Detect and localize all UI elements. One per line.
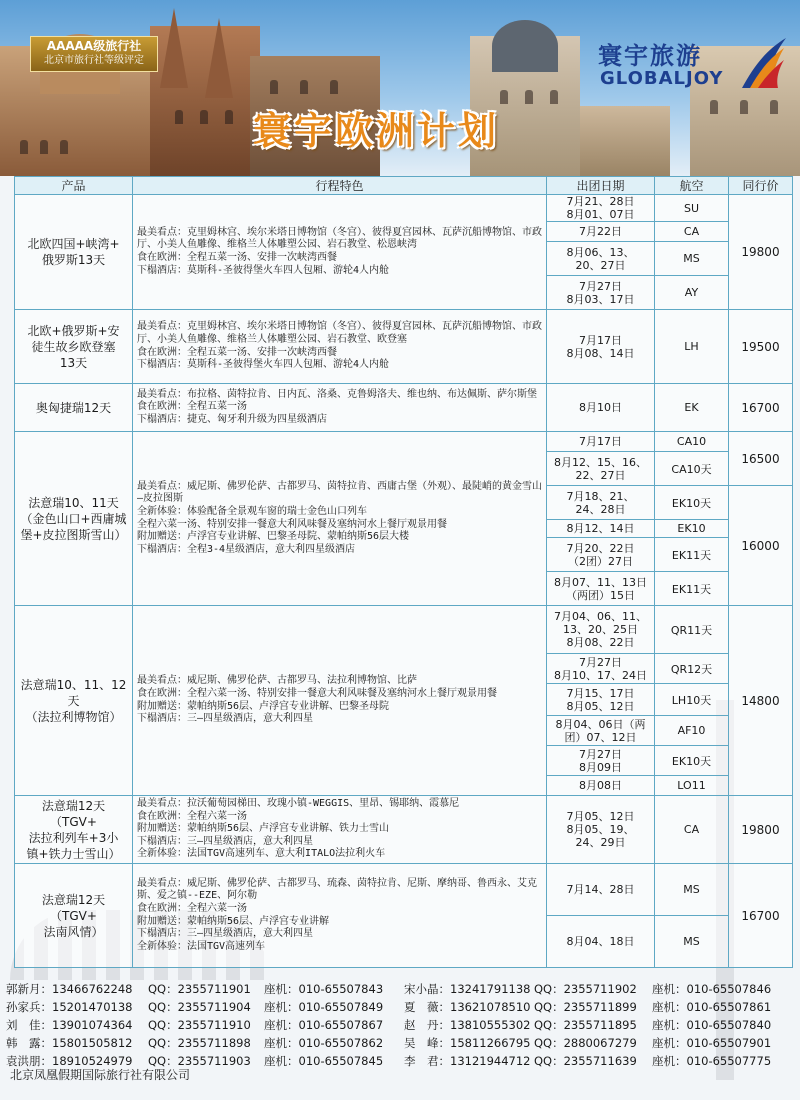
feature-line: 下榻酒店：三—四星级酒店，意大利四星 — [137, 835, 314, 847]
product-name-line: 徒生故乡欧登塞 — [31, 339, 116, 354]
product-name-line: （金色山口+西庸城 — [20, 511, 127, 526]
departure-dates — [547, 486, 655, 520]
airline-code: CA — [655, 796, 729, 864]
airline-code: SU — [655, 195, 729, 222]
contact-row — [6, 1016, 796, 1034]
peer-price: 19800 — [729, 796, 793, 864]
itinerary-features — [133, 310, 547, 384]
itinerary-table — [14, 176, 793, 968]
departure-dates — [547, 606, 655, 654]
feature-line: 全新体验：法国TGV高速列车、意大利ITALO法拉利火车 — [137, 848, 386, 860]
departure-dates — [547, 776, 655, 796]
feature-line: 食在欧洲：全程六菜一汤 — [137, 902, 247, 914]
product-name-line: 北欧四国+峡湾+ — [27, 237, 120, 251]
product-name — [15, 796, 133, 864]
contact-qq: QQ：2880067279 — [534, 1036, 637, 1050]
itinerary-features — [133, 384, 547, 432]
feature-line: 最美看点：威尼斯、佛罗伦萨、古都罗马、琉森、茵特拉肯、尼斯、摩纳哥、鲁西永、艾克斯、爱之镇--EZE、阿尔勒 — [137, 877, 537, 902]
date-line: 8月04、18日 — [566, 935, 635, 948]
date-line: 7月22日 — [579, 225, 622, 238]
date-line: 24、29日 — [575, 836, 626, 849]
contact-tel: 座机：010-65507843 — [264, 982, 384, 996]
airline-code: LO11 — [655, 776, 729, 796]
departure-dates — [547, 432, 655, 452]
column-header: 产品 — [15, 177, 133, 195]
peer-price: 16700 — [729, 864, 793, 968]
feature-line: 食在欧洲：全程六菜一汤、特别安排一餐意大利风味餐及塞纳河水上餐厅观景用餐 — [137, 687, 497, 699]
feature-line: 下榻酒店：全程3-4星级酒店，意大利四星级酒店 — [137, 543, 356, 555]
airline-code: AF10 — [655, 716, 729, 746]
contact-tel: 座机：010-65507862 — [264, 1036, 384, 1050]
column-header: 同行价 — [729, 177, 793, 195]
date-line: 8月12、14日 — [566, 522, 635, 535]
badge-line-1: AAAAA级旅行社 — [46, 39, 142, 53]
product-name-line: 镇+铁力士雪山） — [26, 846, 121, 861]
agency-rating-badge — [30, 36, 158, 72]
date-line: 团）07、12日 — [564, 730, 637, 744]
date-line: 7月20、22日 — [566, 541, 635, 555]
feature-line: 下榻酒店：三—四星级酒店，意大利四星 — [137, 928, 314, 940]
date-line: 8月05、12日 — [566, 699, 635, 713]
date-line: 24、28日 — [575, 502, 626, 516]
date-line: 7月27日 — [579, 747, 622, 761]
feature-line: 全新体验：法国TGV高速列车 — [137, 940, 266, 952]
airline-code: EK10天 — [655, 746, 729, 776]
contact-list — [6, 980, 796, 1070]
page-title: 寰宇欧洲计划 — [252, 109, 499, 153]
contact-tel: 座机：010-65507901 — [652, 1036, 772, 1050]
departure-dates — [547, 538, 655, 572]
contact-name: 吴 峰：15811266795 — [404, 1036, 531, 1050]
column-header: 航空 — [655, 177, 729, 195]
feature-line: 全新体验：体验配备全景观车窗的瑞士金色山口列车 — [137, 505, 367, 517]
feature-line: 食在欧洲：全程五菜一汤 — [137, 401, 247, 413]
date-line: 8月03、17日 — [566, 292, 635, 306]
date-line: 8月08、14日 — [566, 346, 635, 360]
contact-tel: 座机：010-65507840 — [652, 1018, 772, 1032]
contact-tel: 座机：010-65507775 — [652, 1054, 772, 1068]
product-name-line: 奥匈捷瑞12天 — [35, 400, 112, 415]
product-name — [15, 195, 133, 310]
date-line: 8月10、17、24日 — [554, 668, 647, 682]
itinerary-features — [133, 195, 547, 310]
contact-name: 赵 丹：13810555302 — [404, 1018, 531, 1032]
date-line: 8月09日 — [579, 760, 622, 774]
departure-dates — [547, 520, 655, 538]
contact-tel: 座机：010-65507867 — [264, 1018, 384, 1032]
contact-qq: QQ：2355711898 — [148, 1036, 251, 1050]
peer-price: 19800 — [729, 195, 793, 310]
feature-line: 食在欧洲：全程六菜一汤 — [137, 810, 247, 822]
date-line: 8月04、06日（两 — [555, 717, 646, 731]
itinerary-features — [133, 432, 547, 606]
table-row — [15, 310, 793, 384]
airline-code: QR11天 — [655, 606, 729, 654]
departure-dates — [547, 684, 655, 716]
contact-qq: QQ：2355711910 — [148, 1018, 251, 1032]
table-row — [15, 195, 793, 222]
product-name — [15, 432, 133, 606]
product-name-line: 法意瑞12天（TGV+ — [41, 798, 106, 829]
airline-code: CA10天 — [655, 452, 729, 486]
date-line: 8月06、13、 — [566, 245, 635, 259]
departure-dates — [547, 384, 655, 432]
product-name — [15, 310, 133, 384]
itinerary-features — [133, 864, 547, 968]
airline-code: CA10 — [655, 432, 729, 452]
departure-dates — [547, 222, 655, 242]
date-line: 7月27日 — [579, 655, 622, 669]
contact-name: 李 君：13121944712 — [404, 1054, 531, 1068]
date-line: 7月18、21、 — [566, 489, 635, 503]
peer-price: 16500 — [729, 432, 793, 486]
departure-dates — [547, 746, 655, 776]
product-name — [15, 864, 133, 968]
date-line: 8月07、11、13日 — [554, 575, 647, 589]
feature-line: 最美看点：克里姆林宫、埃尔米塔日博物馆（冬宫）、彼得夏宫园林、瓦萨沉船博物馆、市政厅、小美人鱼雕像、维格兰人体雕塑公园、岩石教堂、欧登塞 — [137, 321, 542, 345]
contact-qq: QQ：2355711895 — [534, 1018, 637, 1032]
airline-code: EK10 — [655, 520, 729, 538]
peer-price: 16700 — [729, 384, 793, 432]
date-line: 7月17日 — [579, 435, 622, 448]
table-row — [15, 432, 793, 452]
feature-line: 附加赠送：蒙帕纳斯56层、卢浮宫专业讲解 — [137, 915, 330, 927]
contact-name: 宋小晶：13241791138 — [404, 982, 531, 996]
departure-dates — [547, 242, 655, 276]
contact-tel: 座机：010-65507849 — [264, 1000, 384, 1014]
product-name-line: 法意瑞10、11天 — [28, 495, 119, 510]
airline-code: MS — [655, 864, 729, 916]
date-line: 22、27日 — [575, 468, 626, 482]
brand-name-cn: 寰宇旅游 — [598, 42, 702, 70]
airline-code: MS — [655, 242, 729, 276]
contact-name: 郭新月：13466762248 — [6, 982, 133, 996]
feature-line: 全程六菜一汤、特别安排一餐意大利风味餐及塞纳河水上餐厅观景用餐 — [137, 518, 447, 530]
departure-dates — [547, 654, 655, 684]
table-row — [15, 606, 793, 654]
departure-dates — [547, 195, 655, 222]
product-name-line: 堡+皮拉图斯雪山） — [20, 527, 127, 542]
date-line: 7月21、28日 — [566, 195, 635, 208]
table-row — [15, 384, 793, 432]
departure-dates — [547, 276, 655, 310]
contact-name: 袁洪朋：18910524979 — [6, 1054, 133, 1068]
feature-line: 最美看点：布拉格、茵特拉肯、日内瓦、洛桑、克鲁姆洛夫、维也纳、布达佩斯、萨尔斯堡 — [137, 388, 537, 400]
date-line: 13、20、25日 — [563, 623, 638, 636]
feature-line: 附加赠送：卢浮宫专业讲解、巴黎圣母院、蒙帕纳斯56层大楼 — [137, 531, 410, 543]
feature-line: 食在欧洲：全程五菜一汤、安排一次峡湾西餐 — [137, 346, 337, 358]
brand-name-en: GLOBALJOY — [600, 68, 724, 89]
feature-line: 下榻酒店：捷克、匈牙利升级为四星级酒店 — [137, 413, 327, 425]
feature-line: 附加赠送：蒙帕纳斯56层、卢浮宫专业讲解、巴黎圣母院 — [137, 700, 390, 712]
contact-qq: QQ：2355711903 — [148, 1054, 251, 1068]
wing-logo-icon — [738, 36, 788, 90]
date-line: 20、27日 — [575, 258, 626, 272]
airline-code: QR12天 — [655, 654, 729, 684]
contact-name: 夏 薇：13621078510 — [404, 1000, 531, 1014]
contact-name: 孙家兵：15201470138 — [6, 1000, 133, 1014]
date-line: 7月15、17日 — [566, 686, 635, 700]
product-name-line: 俄罗斯13天 — [41, 253, 106, 267]
airline-code: EK11天 — [655, 538, 729, 572]
contact-name: 刘 佳：13901074364 — [6, 1018, 133, 1032]
date-line: 8月10日 — [579, 401, 622, 414]
itinerary-features — [133, 796, 547, 864]
contact-tel: 座机：010-65507845 — [264, 1054, 384, 1068]
product-name-line: 13天 — [59, 355, 88, 370]
peer-price: 16000 — [729, 486, 793, 606]
date-line: 8月08日 — [579, 779, 622, 792]
departure-dates — [547, 310, 655, 384]
table-body — [15, 195, 793, 968]
date-line: （2团）27日 — [568, 554, 633, 568]
dome-illustration — [492, 20, 558, 72]
badge-line-2: 北京市旅行社等级评定 — [44, 55, 144, 66]
building-illustration — [580, 106, 670, 176]
airline-code: EK11天 — [655, 572, 729, 606]
spire-illustration — [205, 18, 233, 98]
peer-price: 14800 — [729, 606, 793, 796]
product-name-line: 法拉利列车+3小 — [28, 830, 119, 845]
table-header-row — [15, 177, 793, 195]
product-name-line: （法拉利博物馆） — [25, 709, 122, 724]
product-name-line: 北欧+俄罗斯+安 — [27, 323, 120, 338]
date-line: 7月27日 — [579, 279, 622, 293]
departure-dates — [547, 572, 655, 606]
spire-illustration — [160, 8, 188, 88]
contact-qq: QQ：2355711902 — [534, 982, 637, 996]
company-name: 北京凤凰假期国际旅行社有限公司 — [10, 1068, 191, 1082]
feature-line: 最美看点：克里姆林宫、埃尔米塔日博物馆（冬宫）、彼得夏宫园林、瓦萨沉船博物馆、市政厅、小美人鱼雕像、维格兰人体雕塑公园、岩石教堂、松恩峡湾 — [137, 226, 542, 251]
peer-price: 19500 — [729, 310, 793, 384]
brand-logo — [598, 36, 788, 92]
itinerary-features — [133, 606, 547, 796]
airline-code: EK10天 — [655, 486, 729, 520]
contact-qq: QQ：2355711901 — [148, 982, 251, 996]
airline-code: AY — [655, 276, 729, 310]
feature-line: 最美看点：威尼斯、佛罗伦萨、古都罗马、法拉利博物馆、比萨 — [137, 675, 417, 687]
departure-dates — [547, 452, 655, 486]
feature-line: 下榻酒店：莫斯科-圣彼得堡火车四人包厢、游轮4人内舱 — [137, 264, 390, 276]
contact-qq: QQ：2355711899 — [534, 1000, 637, 1014]
contact-row — [6, 1034, 796, 1052]
contact-tel: 座机：010-65507861 — [652, 1000, 772, 1014]
column-header: 出团日期 — [547, 177, 655, 195]
contact-name: 韩 露：15801505812 — [6, 1036, 133, 1050]
date-line: 7月05、12日 — [566, 810, 635, 823]
feature-line: 下榻酒店：莫斯科-圣彼得堡火车四人包厢、游轮4人内舱 — [137, 359, 390, 371]
departure-dates — [547, 916, 655, 968]
feature-line: 下榻酒店：三—四星级酒店，意大利四星 — [137, 713, 314, 725]
date-line: 7月04、06、11、 — [554, 610, 647, 623]
date-line: 8月01、07日 — [566, 208, 635, 221]
product-name-line: 法意瑞10、11、12天 — [20, 677, 127, 708]
product-name — [15, 606, 133, 796]
departure-dates — [547, 796, 655, 864]
feature-line: 附加赠送：蒙帕纳斯56层、卢浮宫专业讲解、铁力士雪山 — [137, 823, 390, 835]
date-line: 8月05、19、 — [566, 823, 635, 836]
product-name-line: 法南风情） — [43, 924, 104, 939]
date-line: 7月17日 — [579, 333, 622, 347]
feature-line: 最美看点：威尼斯、佛罗伦萨、古都罗马、茵特拉肯、西庸古堡（外观）、最陡峭的黄金雪山—皮拉图斯 — [137, 480, 542, 505]
contact-qq: QQ：2355711639 — [534, 1054, 637, 1068]
date-line: 8月08、22日 — [566, 636, 635, 649]
feature-line: 最美看点：拉沃葡萄园梯田、玫瑰小镇-WEGGIS、里昂、锡耶纳、霞慕尼 — [137, 798, 460, 810]
date-line: 8月12、15、16、 — [554, 455, 647, 469]
airline-code: EK — [655, 384, 729, 432]
contact-row — [6, 998, 796, 1016]
airline-code: MS — [655, 916, 729, 968]
table-row — [15, 864, 793, 916]
departure-dates — [547, 716, 655, 746]
header-banner — [0, 0, 800, 176]
feature-line: 食在欧洲：全程五菜一汤、安排一次峡湾西餐 — [137, 252, 337, 263]
contact-row — [6, 980, 796, 998]
contact-tel: 座机：010-65507846 — [652, 982, 772, 996]
airline-code: LH10天 — [655, 684, 729, 716]
date-line: （两团）15日 — [566, 588, 635, 602]
date-line: 7月14、28日 — [566, 883, 635, 896]
airline-code: CA — [655, 222, 729, 242]
table-row — [15, 796, 793, 864]
airline-code: LH — [655, 310, 729, 384]
contact-qq: QQ：2355711904 — [148, 1000, 251, 1014]
column-header: 行程特色 — [133, 177, 547, 195]
departure-dates — [547, 864, 655, 916]
product-name — [15, 384, 133, 432]
product-name-line: 法意瑞12天（TGV+ — [41, 892, 106, 923]
